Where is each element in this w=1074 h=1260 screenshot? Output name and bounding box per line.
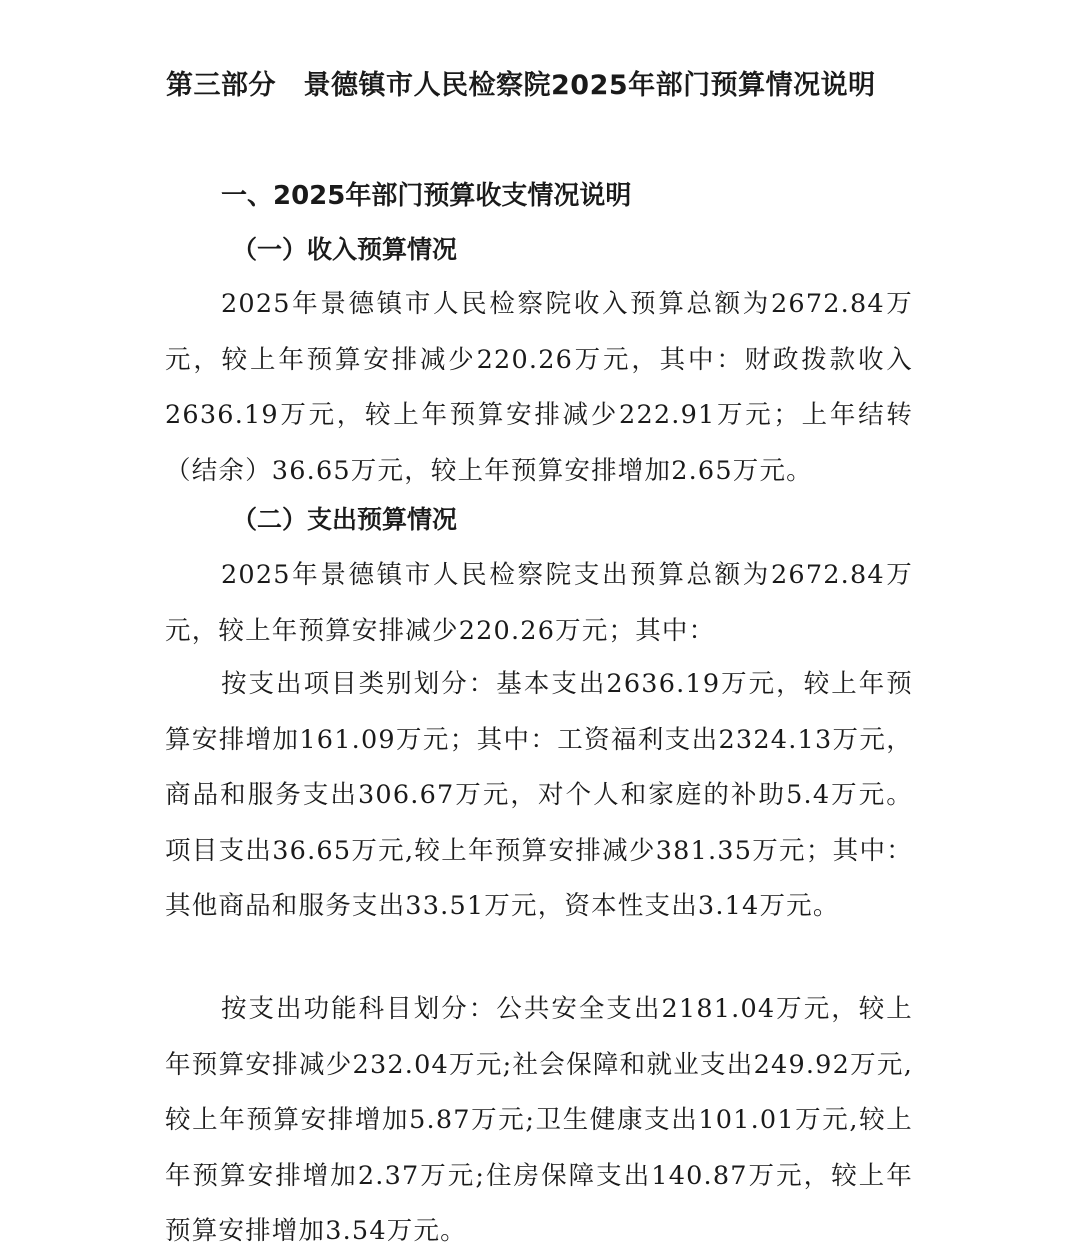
subsection-heading-expenditure: （二）支出预算情况	[232, 505, 458, 534]
expenditure-total-paragraph: 2025年景德镇市人民检察院支出预算总额为2672.84万元，较上年预算安排减少220.26万元；其中：	[165, 560, 913, 646]
expenditure-by-category-paragraph: 按支出项目类别划分：基本支出2636.19万元，较上年预算安排增加161.09万元；其中：工资福利支出2324.13万元，商品和服务支出306.67万元，对个人和家庭的补助5.4万元。项目支出36.65万元,较上年预算安排减少381.35万元；其中：其他商品和服务支出33.51万元，资本性支出3.14万元。	[165, 669, 913, 921]
income-paragraph: 2025年景德镇市人民检察院收入预算总额为2672.84万元，较上年预算安排减少220.26万元，其中：财政拨款收入2636.19万元，较上年预算安排减少222.91万元；上年结转（结余）36.65万元，较上年预算安排增加2.65万元。	[165, 289, 913, 486]
subsection-heading-income: （一）收入预算情况	[232, 235, 458, 264]
expenditure-by-function-paragraph: 按支出功能科目划分：公共安全支出2181.04万元，较上年预算安排减少232.04万元;社会保障和就业支出249.92万元,较上年预算安排增加5.87万元;卫生健康支出101.01万元,较上年预算安排增加2.37万元;住房保障支出140.87万元，较上年预算安排增加3.54万元。	[165, 994, 913, 1246]
section-heading-budget-overview: 一、2025年部门预算收支情况说明	[221, 181, 632, 211]
document-title: 第三部分 景德镇市人民检察院2025年部门预算情况说明	[166, 70, 876, 101]
